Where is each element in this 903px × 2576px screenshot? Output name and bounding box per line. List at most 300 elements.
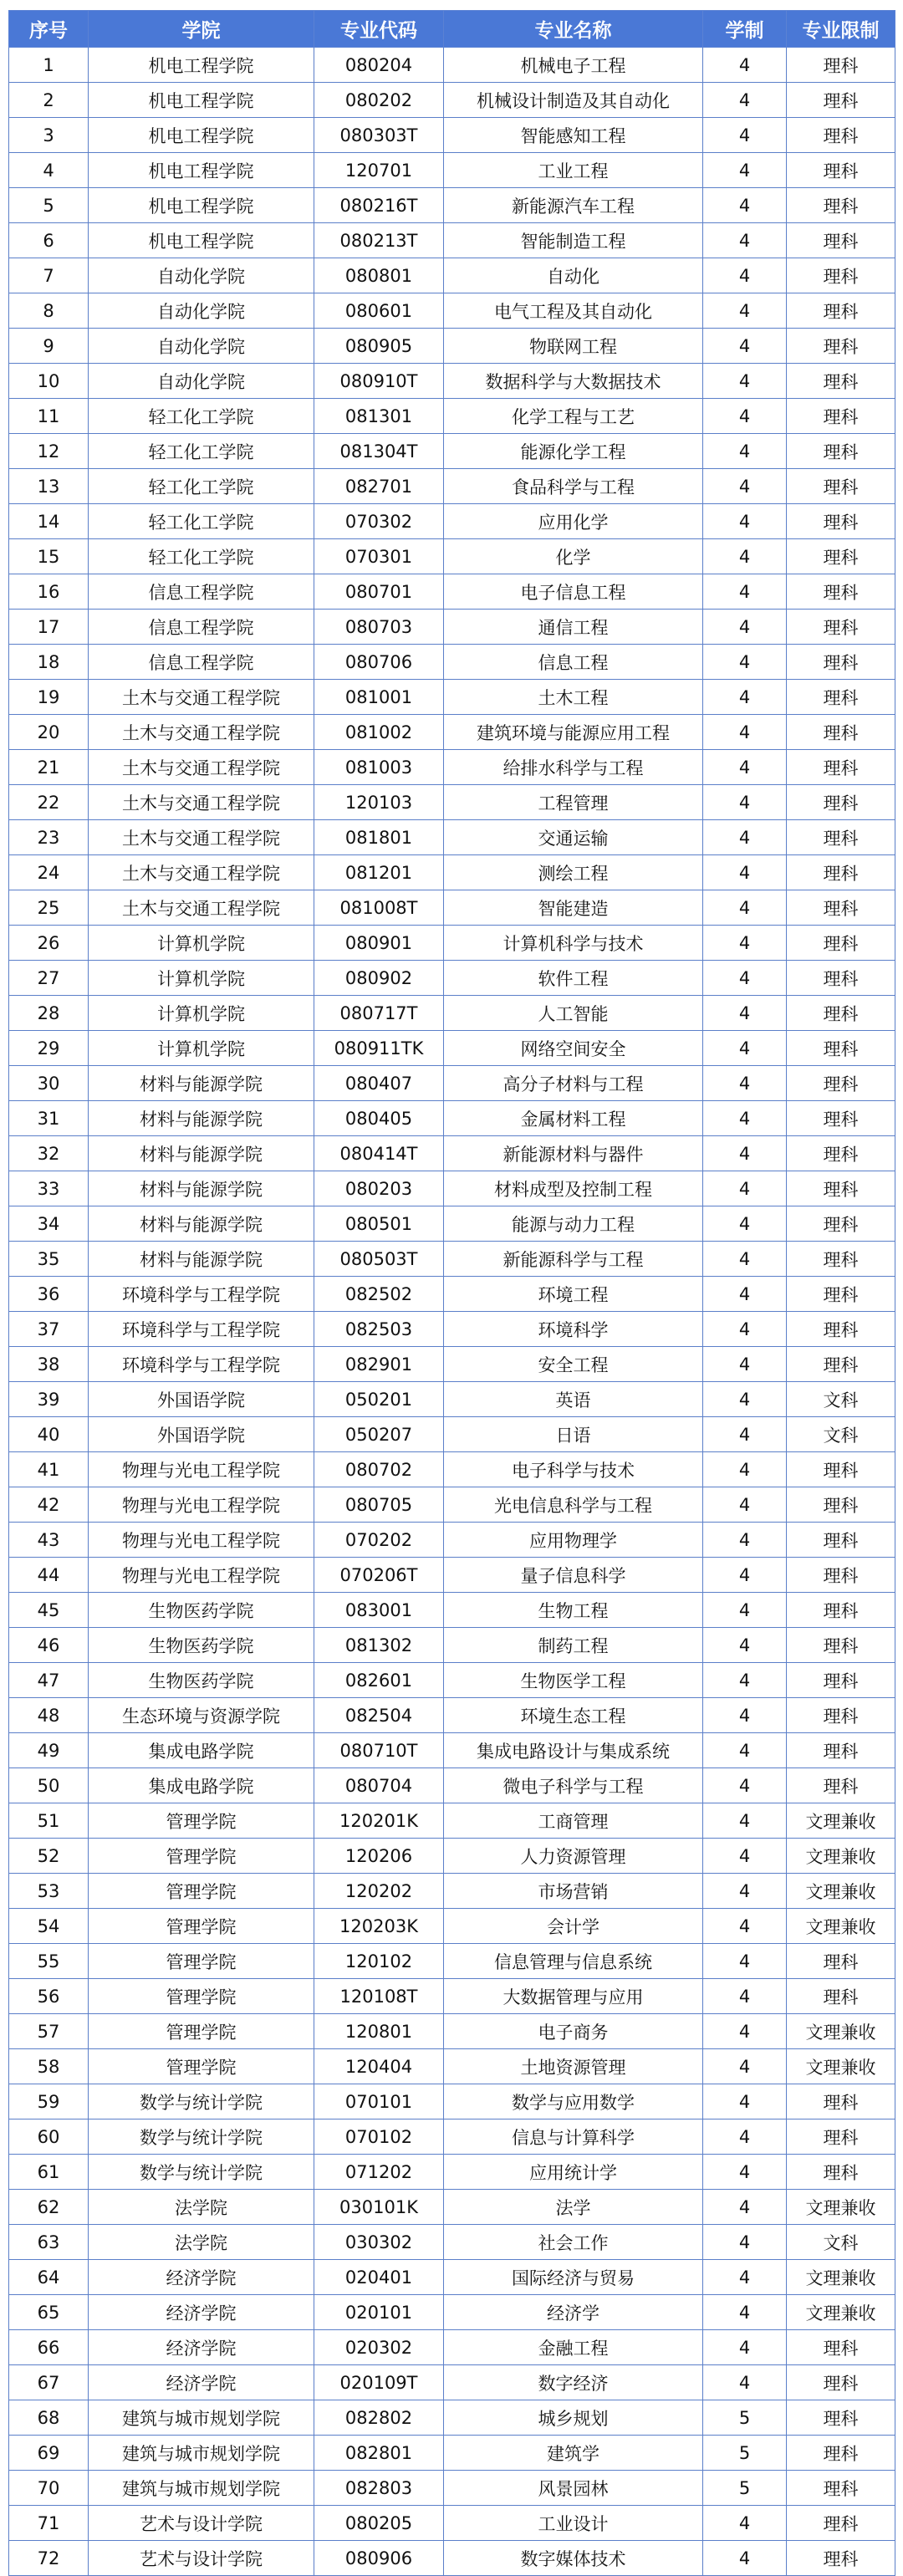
cell-duration: 4	[703, 1979, 787, 2014]
cell-college: 机电工程学院	[89, 223, 314, 258]
cell-major-name: 人力资源管理	[444, 1839, 703, 1874]
table-row	[9, 1944, 895, 1979]
cell-restriction: 理科	[787, 2541, 895, 2576]
cell-duration: 4	[703, 1242, 787, 1277]
cell-major-name: 交通运输	[444, 820, 703, 855]
cell-major-code: 030101K	[314, 2190, 444, 2225]
cell-major-code: 080407	[314, 1066, 444, 1101]
cell-index: 13	[9, 469, 89, 504]
cell-major-name: 能源化学工程	[444, 434, 703, 469]
cell-major-code: 080703	[314, 610, 444, 645]
table-row	[9, 2225, 895, 2260]
table-row	[9, 2014, 895, 2049]
table-row	[9, 1206, 895, 1242]
cell-major-code: 080702	[314, 1452, 444, 1487]
cell-major-code: 080710T	[314, 1733, 444, 1768]
table-row	[9, 1979, 895, 2014]
cell-college: 土木与交通工程学院	[89, 715, 314, 750]
cell-major-name: 英语	[444, 1382, 703, 1417]
table-row	[9, 2471, 895, 2506]
cell-restriction: 理科	[787, 574, 895, 610]
cell-major-code: 081003	[314, 750, 444, 785]
cell-index: 34	[9, 1206, 89, 1242]
cell-restriction: 理科	[787, 1768, 895, 1803]
cell-duration: 4	[703, 1101, 787, 1136]
cell-major-code: 120201K	[314, 1803, 444, 1839]
header-row	[9, 11, 895, 48]
table-row	[9, 2260, 895, 2295]
cell-major-code: 050207	[314, 1417, 444, 1452]
table-row	[9, 855, 895, 890]
cell-index: 69	[9, 2436, 89, 2471]
cell-restriction: 理科	[787, 1031, 895, 1066]
cell-major-name: 电子科学与技术	[444, 1452, 703, 1487]
cell-index: 66	[9, 2330, 89, 2365]
cell-major-code: 081304T	[314, 434, 444, 469]
cell-major-name: 计算机科学与技术	[444, 926, 703, 961]
cell-major-name: 环境生态工程	[444, 1698, 703, 1733]
cell-major-code: 082801	[314, 2436, 444, 2471]
cell-index: 71	[9, 2506, 89, 2541]
cell-duration: 4	[703, 2260, 787, 2295]
cell-college: 数学与统计学院	[89, 2119, 314, 2155]
cell-index: 17	[9, 610, 89, 645]
cell-restriction: 理科	[787, 926, 895, 961]
cell-duration: 4	[703, 539, 787, 574]
cell-college: 计算机学院	[89, 996, 314, 1031]
cell-college: 信息工程学院	[89, 610, 314, 645]
table-row	[9, 1171, 895, 1206]
cell-duration: 4	[703, 504, 787, 539]
cell-college: 材料与能源学院	[89, 1136, 314, 1171]
cell-index: 52	[9, 1839, 89, 1874]
cell-major-code: 050201	[314, 1382, 444, 1417]
cell-major-name: 食品科学与工程	[444, 469, 703, 504]
cell-college: 经济学院	[89, 2330, 314, 2365]
table-row	[9, 329, 895, 364]
cell-major-code: 080701	[314, 574, 444, 610]
cell-duration: 4	[703, 364, 787, 399]
cell-restriction: 理科	[787, 1593, 895, 1628]
cell-college: 自动化学院	[89, 258, 314, 293]
cell-major-name: 光电信息科学与工程	[444, 1487, 703, 1523]
cell-index: 68	[9, 2400, 89, 2436]
cell-major-code: 120206	[314, 1839, 444, 1874]
cell-duration: 4	[703, 2225, 787, 2260]
cell-restriction: 文理兼收	[787, 1803, 895, 1839]
cell-index: 53	[9, 1874, 89, 1909]
cell-restriction: 理科	[787, 645, 895, 680]
cell-major-code: 070206T	[314, 1558, 444, 1593]
cell-restriction: 理科	[787, 1523, 895, 1558]
cell-duration: 4	[703, 293, 787, 329]
cell-duration: 4	[703, 2506, 787, 2541]
table-row	[9, 1803, 895, 1839]
cell-major-name: 工程管理	[444, 785, 703, 820]
cell-restriction: 理科	[787, 2084, 895, 2119]
cell-major-code: 080910T	[314, 364, 444, 399]
cell-college: 经济学院	[89, 2295, 314, 2330]
cell-major-code: 080503T	[314, 1242, 444, 1277]
table-row	[9, 1839, 895, 1874]
table-row	[9, 2155, 895, 2190]
cell-index: 54	[9, 1909, 89, 1944]
table-row	[9, 1628, 895, 1663]
cell-index: 16	[9, 574, 89, 610]
cell-duration: 4	[703, 1558, 787, 1593]
cell-index: 35	[9, 1242, 89, 1277]
cell-major-code: 080705	[314, 1487, 444, 1523]
cell-major-code: 080203	[314, 1171, 444, 1206]
table-row	[9, 750, 895, 785]
table-row	[9, 2365, 895, 2400]
cell-major-name: 建筑学	[444, 2436, 703, 2471]
cell-major-name: 通信工程	[444, 610, 703, 645]
table-row	[9, 539, 895, 574]
cell-college: 物理与光电工程学院	[89, 1487, 314, 1523]
cell-restriction: 理科	[787, 258, 895, 293]
cell-major-code: 080704	[314, 1768, 444, 1803]
cell-duration: 4	[703, 1909, 787, 1944]
cell-college: 集成电路学院	[89, 1768, 314, 1803]
cell-index: 45	[9, 1593, 89, 1628]
table-row	[9, 1347, 895, 1382]
cell-college: 法学院	[89, 2190, 314, 2225]
table-row	[9, 2190, 895, 2225]
cell-restriction: 文科	[787, 2225, 895, 2260]
cell-college: 信息工程学院	[89, 574, 314, 610]
cell-duration: 4	[703, 785, 787, 820]
cell-index: 43	[9, 1523, 89, 1558]
cell-index: 20	[9, 715, 89, 750]
header-duration: 学制	[703, 11, 787, 48]
cell-college: 轻工化工学院	[89, 539, 314, 574]
cell-index: 47	[9, 1663, 89, 1698]
cell-college: 土木与交通工程学院	[89, 680, 314, 715]
table-row	[9, 961, 895, 996]
cell-restriction: 理科	[787, 153, 895, 188]
cell-college: 经济学院	[89, 2260, 314, 2295]
cell-major-name: 金属材料工程	[444, 1101, 703, 1136]
cell-major-code: 070302	[314, 504, 444, 539]
cell-major-name: 新能源材料与器件	[444, 1136, 703, 1171]
cell-major-name: 工业工程	[444, 153, 703, 188]
cell-duration: 4	[703, 926, 787, 961]
cell-major-name: 金融工程	[444, 2330, 703, 2365]
cell-duration: 4	[703, 645, 787, 680]
cell-restriction: 理科	[787, 855, 895, 890]
cell-restriction: 理科	[787, 48, 895, 83]
cell-duration: 4	[703, 1031, 787, 1066]
cell-college: 管理学院	[89, 1803, 314, 1839]
cell-restriction: 文理兼收	[787, 2190, 895, 2225]
cell-major-name: 大数据管理与应用	[444, 1979, 703, 2014]
cell-college: 法学院	[89, 2225, 314, 2260]
cell-major-code: 080414T	[314, 1136, 444, 1171]
cell-duration: 4	[703, 399, 787, 434]
cell-college: 建筑与城市规划学院	[89, 2471, 314, 2506]
cell-major-code: 082502	[314, 1277, 444, 1312]
cell-restriction: 理科	[787, 1136, 895, 1171]
cell-major-name: 制药工程	[444, 1628, 703, 1663]
cell-duration: 4	[703, 2084, 787, 2119]
cell-major-name: 应用统计学	[444, 2155, 703, 2190]
cell-restriction: 理科	[787, 1101, 895, 1136]
cell-index: 38	[9, 1347, 89, 1382]
cell-major-name: 电气工程及其自动化	[444, 293, 703, 329]
cell-restriction: 理科	[787, 1347, 895, 1382]
cell-major-code: 081001	[314, 680, 444, 715]
cell-major-name: 能源与动力工程	[444, 1206, 703, 1242]
cell-college: 轻工化工学院	[89, 434, 314, 469]
cell-duration: 4	[703, 83, 787, 118]
cell-major-name: 智能制造工程	[444, 223, 703, 258]
cell-index: 7	[9, 258, 89, 293]
cell-major-name: 智能建造	[444, 890, 703, 926]
cell-college: 管理学院	[89, 1944, 314, 1979]
cell-major-name: 网络空间安全	[444, 1031, 703, 1066]
cell-duration: 4	[703, 890, 787, 926]
cell-duration: 4	[703, 258, 787, 293]
cell-index: 26	[9, 926, 89, 961]
cell-index: 8	[9, 293, 89, 329]
cell-major-code: 081302	[314, 1628, 444, 1663]
cell-major-code: 120801	[314, 2014, 444, 2049]
cell-college: 生物医药学院	[89, 1628, 314, 1663]
cell-major-code: 081801	[314, 820, 444, 855]
cell-index: 32	[9, 1136, 89, 1171]
cell-college: 管理学院	[89, 1909, 314, 1944]
cell-restriction: 理科	[787, 610, 895, 645]
cell-major-name: 会计学	[444, 1909, 703, 1944]
table-row	[9, 399, 895, 434]
cell-restriction: 理科	[787, 1733, 895, 1768]
cell-duration: 4	[703, 2295, 787, 2330]
cell-restriction: 理科	[787, 188, 895, 223]
cell-index: 33	[9, 1171, 89, 1206]
cell-college: 管理学院	[89, 1839, 314, 1874]
table-row	[9, 1277, 895, 1312]
cell-duration: 4	[703, 1698, 787, 1733]
cell-restriction: 理科	[787, 1979, 895, 2014]
table-row	[9, 1909, 895, 1944]
table-row	[9, 1768, 895, 1803]
cell-index: 44	[9, 1558, 89, 1593]
cell-major-code: 080911TK	[314, 1031, 444, 1066]
cell-restriction: 理科	[787, 1242, 895, 1277]
table-row	[9, 996, 895, 1031]
cell-major-code: 082901	[314, 1347, 444, 1382]
table-row	[9, 83, 895, 118]
table-row	[9, 1136, 895, 1171]
cell-restriction: 理科	[787, 399, 895, 434]
cell-index: 42	[9, 1487, 89, 1523]
cell-college: 管理学院	[89, 1874, 314, 1909]
cell-major-name: 日语	[444, 1417, 703, 1452]
cell-duration: 4	[703, 610, 787, 645]
cell-restriction: 理科	[787, 1698, 895, 1733]
cell-index: 65	[9, 2295, 89, 2330]
cell-duration: 4	[703, 2119, 787, 2155]
cell-index: 59	[9, 2084, 89, 2119]
cell-major-code: 082601	[314, 1663, 444, 1698]
cell-restriction: 理科	[787, 2471, 895, 2506]
cell-major-code: 082701	[314, 469, 444, 504]
cell-restriction: 理科	[787, 2119, 895, 2155]
cell-college: 艺术与设计学院	[89, 2506, 314, 2541]
cell-college: 轻工化工学院	[89, 399, 314, 434]
cell-index: 51	[9, 1803, 89, 1839]
cell-index: 15	[9, 539, 89, 574]
cell-index: 23	[9, 820, 89, 855]
cell-major-name: 市场营销	[444, 1874, 703, 1909]
cell-college: 自动化学院	[89, 293, 314, 329]
table-row	[9, 1874, 895, 1909]
cell-major-name: 集成电路设计与集成系统	[444, 1733, 703, 1768]
cell-duration: 4	[703, 1382, 787, 1417]
cell-duration: 4	[703, 2155, 787, 2190]
cell-restriction: 理科	[787, 1452, 895, 1487]
cell-restriction: 理科	[787, 1628, 895, 1663]
cell-major-code: 080405	[314, 1101, 444, 1136]
cell-duration: 4	[703, 1663, 787, 1698]
cell-college: 机电工程学院	[89, 153, 314, 188]
cell-duration: 4	[703, 434, 787, 469]
cell-duration: 4	[703, 1839, 787, 1874]
cell-college: 轻工化工学院	[89, 469, 314, 504]
cell-index: 14	[9, 504, 89, 539]
cell-index: 50	[9, 1768, 89, 1803]
cell-index: 28	[9, 996, 89, 1031]
cell-major-name: 微电子科学与工程	[444, 1768, 703, 1803]
cell-restriction: 理科	[787, 2400, 895, 2436]
cell-major-code: 120404	[314, 2049, 444, 2084]
cell-major-code: 070101	[314, 2084, 444, 2119]
cell-college: 管理学院	[89, 2049, 314, 2084]
cell-restriction: 文科	[787, 1382, 895, 1417]
cell-major-code: 081002	[314, 715, 444, 750]
cell-restriction: 理科	[787, 750, 895, 785]
table-row	[9, 1417, 895, 1452]
cell-major-code: 082504	[314, 1698, 444, 1733]
cell-major-code: 080717T	[314, 996, 444, 1031]
cell-major-code: 120102	[314, 1944, 444, 1979]
cell-duration: 5	[703, 2471, 787, 2506]
cell-index: 57	[9, 2014, 89, 2049]
cell-major-code: 080501	[314, 1206, 444, 1242]
table-row	[9, 2436, 895, 2471]
cell-major-name: 国际经济与贸易	[444, 2260, 703, 2295]
cell-duration: 4	[703, 1523, 787, 1558]
cell-major-code: 080213T	[314, 223, 444, 258]
cell-college: 环境科学与工程学院	[89, 1277, 314, 1312]
cell-index: 31	[9, 1101, 89, 1136]
table-row	[9, 926, 895, 961]
cell-major-code: 080902	[314, 961, 444, 996]
cell-restriction: 理科	[787, 1312, 895, 1347]
cell-restriction: 理科	[787, 680, 895, 715]
cell-duration: 4	[703, 469, 787, 504]
cell-restriction: 文理兼收	[787, 2049, 895, 2084]
cell-duration: 4	[703, 2049, 787, 2084]
cell-duration: 4	[703, 1628, 787, 1663]
cell-college: 生物医药学院	[89, 1593, 314, 1628]
cell-major-name: 数字媒体技术	[444, 2541, 703, 2576]
cell-major-name: 应用化学	[444, 504, 703, 539]
cell-major-code: 120202	[314, 1874, 444, 1909]
cell-major-name: 法学	[444, 2190, 703, 2225]
cell-major-name: 测绘工程	[444, 855, 703, 890]
cell-major-code: 081201	[314, 855, 444, 890]
cell-index: 58	[9, 2049, 89, 2084]
cell-duration: 4	[703, 1733, 787, 1768]
cell-restriction: 理科	[787, 329, 895, 364]
table-row	[9, 1733, 895, 1768]
table-row	[9, 645, 895, 680]
cell-duration: 4	[703, 574, 787, 610]
cell-major-name: 智能感知工程	[444, 118, 703, 153]
table-row	[9, 1663, 895, 1698]
cell-major-name: 化学工程与工艺	[444, 399, 703, 434]
cell-duration: 4	[703, 2014, 787, 2049]
cell-college: 材料与能源学院	[89, 1242, 314, 1277]
cell-duration: 4	[703, 1944, 787, 1979]
cell-major-name: 材料成型及控制工程	[444, 1171, 703, 1206]
cell-major-name: 工业设计	[444, 2506, 703, 2541]
cell-index: 11	[9, 399, 89, 434]
cell-college: 计算机学院	[89, 1031, 314, 1066]
cell-restriction: 理科	[787, 1944, 895, 1979]
cell-major-name: 软件工程	[444, 961, 703, 996]
table-row	[9, 2506, 895, 2541]
cell-duration: 4	[703, 1312, 787, 1347]
cell-college: 材料与能源学院	[89, 1066, 314, 1101]
cell-major-name: 社会工作	[444, 2225, 703, 2260]
cell-major-code: 020109T	[314, 2365, 444, 2400]
cell-college: 建筑与城市规划学院	[89, 2400, 314, 2436]
table-row	[9, 2084, 895, 2119]
cell-college: 计算机学院	[89, 926, 314, 961]
cell-index: 27	[9, 961, 89, 996]
cell-college: 土木与交通工程学院	[89, 785, 314, 820]
cell-index: 62	[9, 2190, 89, 2225]
table-row	[9, 1698, 895, 1733]
cell-index: 36	[9, 1277, 89, 1312]
cell-major-name: 环境科学	[444, 1312, 703, 1347]
table-row	[9, 2330, 895, 2365]
cell-major-name: 环境工程	[444, 1277, 703, 1312]
cell-index: 60	[9, 2119, 89, 2155]
cell-restriction: 文理兼收	[787, 2260, 895, 2295]
cell-major-name: 生物工程	[444, 1593, 703, 1628]
cell-restriction: 理科	[787, 2365, 895, 2400]
cell-college: 材料与能源学院	[89, 1171, 314, 1206]
cell-college: 数学与统计学院	[89, 2084, 314, 2119]
cell-major-name: 数据科学与大数据技术	[444, 364, 703, 399]
cell-college: 环境科学与工程学院	[89, 1312, 314, 1347]
cell-restriction: 理科	[787, 2330, 895, 2365]
cell-major-code: 082802	[314, 2400, 444, 2436]
cell-index: 72	[9, 2541, 89, 2576]
cell-college: 土木与交通工程学院	[89, 820, 314, 855]
cell-restriction: 理科	[787, 890, 895, 926]
table-row	[9, 574, 895, 610]
cell-major-name: 应用物理学	[444, 1523, 703, 1558]
cell-college: 自动化学院	[89, 329, 314, 364]
cell-duration: 4	[703, 1136, 787, 1171]
cell-major-name: 自动化	[444, 258, 703, 293]
cell-major-code: 081301	[314, 399, 444, 434]
